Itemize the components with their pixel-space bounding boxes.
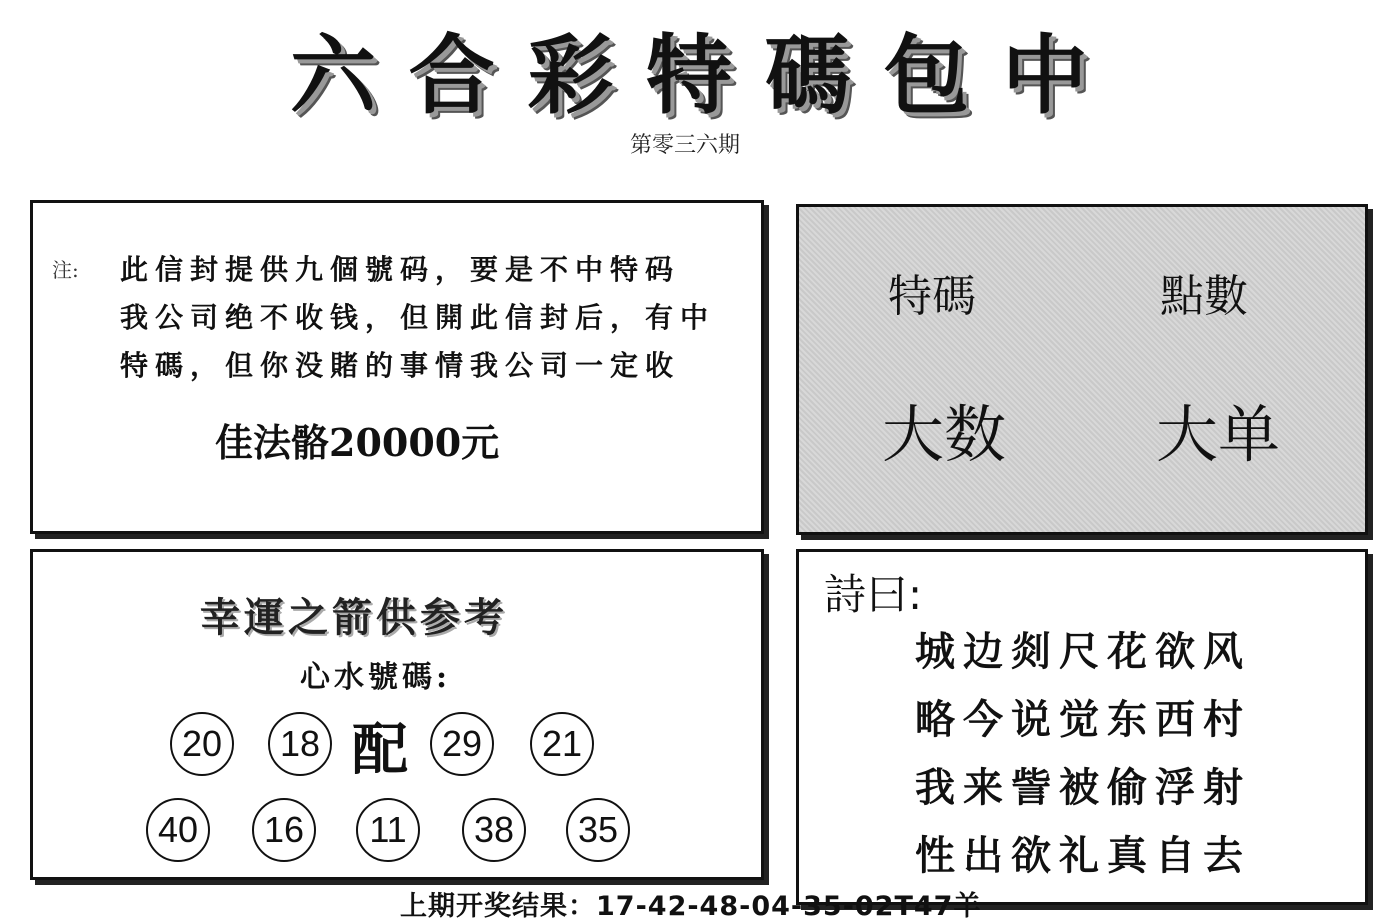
prize-text: 佳法骼20000元 [215,420,500,465]
number-ball: 11 [356,798,420,862]
special-code-value: 大数 [882,398,1007,471]
number-ball: 20 [170,712,234,776]
title-char: 中 [1001,25,1090,126]
code-box [796,204,1368,535]
number-ball: 16 [252,798,316,862]
special-code-header: 特碼 [888,271,976,322]
number-ball: 35 [566,798,630,862]
poem-label: 詩曰: [824,570,923,619]
note-line: 特碼，但你没賭的事情我公司一定收 [120,349,681,382]
title-char: 包 [883,25,972,126]
points-header: 點數 [1160,271,1248,322]
poem-line: 城边剡尺花欲风 [915,628,1251,675]
note-line: 我公司绝不收钱，但開此信封后，有中 [120,301,716,334]
page-title [290,18,1090,126]
number-ball: 21 [530,712,594,776]
number-ball: 29 [430,712,494,776]
poem-line: 略今说觉东西村 [915,696,1251,743]
number-ball: 38 [462,798,526,862]
number-ball: 18 [268,712,332,776]
lucky-subtitle: 心水號碼: [300,660,452,695]
title-char: 碼 [764,25,853,126]
poem-line: 我来訾被偷浮射 [915,764,1251,811]
poem-line: 性出欲礼真自去 [915,832,1251,879]
lucky-title: 幸運之箭供参考 [200,594,508,641]
title-char: 特 [645,25,734,126]
pair-word: 配 [352,717,408,783]
note-line: 此信封提供九個號码，要是不中特码 [120,253,681,286]
points-value: 大单 [1156,398,1281,471]
note-prefix: 注: [52,258,79,282]
number-ball: 40 [146,798,210,862]
last-draw-result: 上期开奖结果：17-42-48-04-35-02T47羊 [400,891,982,922]
title-char: 彩 [527,25,616,126]
issue-number: 第零三六期 [629,133,740,158]
title-char: 六 [290,25,378,126]
title-char: 合 [408,25,497,126]
